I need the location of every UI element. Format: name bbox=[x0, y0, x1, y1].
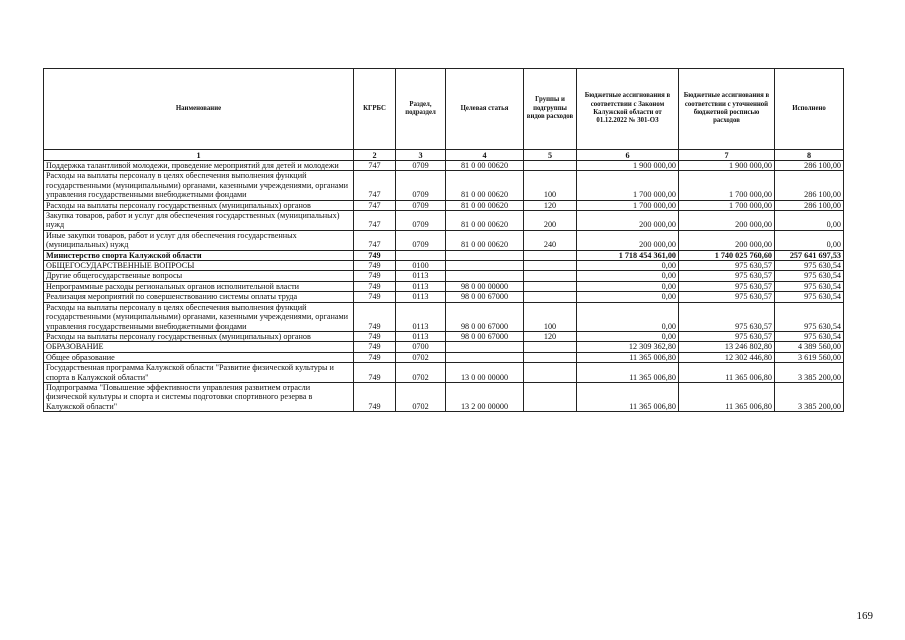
row-kgrbs-cell: 749 bbox=[354, 292, 396, 302]
row-executed-cell: 257 641 697,53 bbox=[775, 250, 844, 260]
header-group: Группы и подгруппы видов расходов bbox=[524, 69, 577, 150]
row-law-cell: 1 718 454 361,00 bbox=[577, 250, 679, 260]
row-name-cell: Министерство спорта Калужской области bbox=[44, 250, 354, 260]
table-row bbox=[44, 352, 844, 362]
table-row bbox=[44, 171, 844, 200]
row-group-cell: 120 bbox=[524, 200, 577, 210]
row-name-cell: Другие общегосударственные вопросы bbox=[44, 271, 354, 281]
row-section-cell: 0702 bbox=[396, 363, 446, 383]
row-refined-cell: 11 365 006,80 bbox=[679, 363, 775, 383]
row-kgrbs-cell: 749 bbox=[354, 302, 396, 331]
row-refined-cell: 1 900 000,00 bbox=[679, 161, 775, 171]
row-group-cell bbox=[524, 292, 577, 302]
row-kgrbs-cell: 747 bbox=[354, 230, 396, 250]
row-law-cell: 0,00 bbox=[577, 292, 679, 302]
row-refined-cell: 13 246 802,80 bbox=[679, 342, 775, 352]
table-row bbox=[44, 250, 844, 260]
column-number: 2 bbox=[354, 150, 396, 161]
row-group-cell bbox=[524, 281, 577, 291]
row-name-cell: Поддержка талантливой молодежи, проведение мероприятий для детей и молодежи bbox=[44, 161, 354, 171]
row-law-cell: 12 309 362,80 bbox=[577, 342, 679, 352]
row-target-cell: 13 0 00 00000 bbox=[446, 363, 524, 383]
table-body bbox=[44, 161, 844, 412]
header-target: Целевая статья bbox=[446, 69, 524, 150]
row-law-cell: 200 000,00 bbox=[577, 230, 679, 250]
row-section-cell: 0709 bbox=[396, 211, 446, 231]
row-name-cell: Государственная программа Калужской области "Развитие физической культуры и спорта в Калужской области" bbox=[44, 363, 354, 383]
row-executed-cell: 975 630,54 bbox=[775, 271, 844, 281]
column-number: 1 bbox=[44, 150, 354, 161]
row-refined-cell: 200 000,00 bbox=[679, 211, 775, 231]
row-executed-cell: 4 389 560,00 bbox=[775, 342, 844, 352]
row-law-cell: 1 900 000,00 bbox=[577, 161, 679, 171]
row-target-cell bbox=[446, 342, 524, 352]
row-kgrbs-cell: 747 bbox=[354, 171, 396, 200]
row-law-cell: 0,00 bbox=[577, 331, 679, 341]
row-executed-cell: 975 630,54 bbox=[775, 292, 844, 302]
row-kgrbs-cell: 749 bbox=[354, 271, 396, 281]
row-name-cell: Реализация мероприятий по совершенствованию системы оплаты труда bbox=[44, 292, 354, 302]
row-group-cell: 200 bbox=[524, 211, 577, 231]
row-refined-cell: 975 630,57 bbox=[679, 292, 775, 302]
row-refined-cell: 1 700 000,00 bbox=[679, 200, 775, 210]
row-refined-cell: 200 000,00 bbox=[679, 230, 775, 250]
row-executed-cell: 0,00 bbox=[775, 211, 844, 231]
row-law-cell: 0,00 bbox=[577, 261, 679, 271]
row-executed-cell: 975 630,54 bbox=[775, 331, 844, 341]
row-name-cell: ОБРАЗОВАНИЕ bbox=[44, 342, 354, 352]
row-executed-cell: 286 100,00 bbox=[775, 200, 844, 210]
row-target-cell: 98 0 00 67000 bbox=[446, 292, 524, 302]
row-section-cell: 0100 bbox=[396, 261, 446, 271]
row-refined-cell: 975 630,57 bbox=[679, 331, 775, 341]
table-row bbox=[44, 230, 844, 250]
table-row bbox=[44, 271, 844, 281]
row-group-cell: 240 bbox=[524, 230, 577, 250]
row-law-cell: 11 365 006,80 bbox=[577, 363, 679, 383]
row-target-cell: 81 0 00 00620 bbox=[446, 211, 524, 231]
row-target-cell bbox=[446, 352, 524, 362]
row-name-cell: Непрограммные расходы региональных органов исполнительной власти bbox=[44, 281, 354, 291]
row-executed-cell: 3 619 560,00 bbox=[775, 352, 844, 362]
row-section-cell: 0113 bbox=[396, 302, 446, 331]
table-row bbox=[44, 161, 844, 171]
row-law-cell: 200 000,00 bbox=[577, 211, 679, 231]
table-row bbox=[44, 363, 844, 383]
header-row bbox=[44, 69, 844, 150]
row-executed-cell: 286 100,00 bbox=[775, 171, 844, 200]
header-name: Наименование bbox=[44, 69, 354, 150]
row-target-cell: 81 0 00 00620 bbox=[446, 171, 524, 200]
column-number: 6 bbox=[577, 150, 679, 161]
row-name-cell: Общее образование bbox=[44, 352, 354, 362]
row-group-cell bbox=[524, 382, 577, 411]
row-group-cell bbox=[524, 161, 577, 171]
row-kgrbs-cell: 747 bbox=[354, 161, 396, 171]
row-target-cell: 81 0 00 00620 bbox=[446, 200, 524, 210]
row-law-cell: 11 365 006,80 bbox=[577, 352, 679, 362]
row-refined-cell: 12 302 446,80 bbox=[679, 352, 775, 362]
header-executed: Исполнено bbox=[775, 69, 844, 150]
row-group-cell: 100 bbox=[524, 171, 577, 200]
header-law: Бюджетные ассигнования в соответствии с Законом Калужской области от 01.12.2022 № 301-ОЗ bbox=[577, 69, 679, 150]
row-name-cell: Расходы на выплаты персоналу государственных (муниципальных) органов bbox=[44, 331, 354, 341]
row-section-cell: 0113 bbox=[396, 331, 446, 341]
row-law-cell: 0,00 bbox=[577, 271, 679, 281]
row-name-cell: Подпрограмма "Повышение эффективности управления развитием отрасли физической культуры и спорта и системы подготовки спортивного резерва в Калужской области" bbox=[44, 382, 354, 411]
row-section-cell: 0113 bbox=[396, 281, 446, 291]
row-refined-cell: 975 630,57 bbox=[679, 261, 775, 271]
column-number: 7 bbox=[679, 150, 775, 161]
row-refined-cell: 975 630,57 bbox=[679, 271, 775, 281]
header-refined: Бюджетные ассигнования в соответствии с уточненной бюджетной росписью расходов bbox=[679, 69, 775, 150]
column-number: 4 bbox=[446, 150, 524, 161]
row-kgrbs-cell: 749 bbox=[354, 352, 396, 362]
header-kgrbs: КГРБС bbox=[354, 69, 396, 150]
row-law-cell: 1 700 000,00 bbox=[577, 200, 679, 210]
row-refined-cell: 1 700 000,00 bbox=[679, 171, 775, 200]
row-law-cell: 1 700 000,00 bbox=[577, 171, 679, 200]
row-target-cell: 13 2 00 00000 bbox=[446, 382, 524, 411]
row-group-cell bbox=[524, 363, 577, 383]
row-law-cell: 11 365 006,80 bbox=[577, 382, 679, 411]
row-group-cell bbox=[524, 352, 577, 362]
row-name-cell: Расходы на выплаты персоналу государственных (муниципальных) органов bbox=[44, 200, 354, 210]
row-target-cell bbox=[446, 250, 524, 260]
row-target-cell: 81 0 00 00620 bbox=[446, 161, 524, 171]
row-name-cell: Расходы на выплаты персоналу в целях обеспечения выполнения функций государственными (муниципальными) органами, казенными учреждениями, органами управления государственными внебюджетными фондами bbox=[44, 302, 354, 331]
row-refined-cell: 1 740 025 760,60 bbox=[679, 250, 775, 260]
row-group-cell bbox=[524, 271, 577, 281]
column-number: 5 bbox=[524, 150, 577, 161]
row-name-cell: Закупка товаров, работ и услуг для обеспечения государственных (муниципальных) нужд bbox=[44, 211, 354, 231]
row-refined-cell: 975 630,57 bbox=[679, 281, 775, 291]
header-section: Раздел, подраздел bbox=[396, 69, 446, 150]
row-section-cell: 0700 bbox=[396, 342, 446, 352]
row-target-cell bbox=[446, 271, 524, 281]
table-row bbox=[44, 302, 844, 331]
row-law-cell: 0,00 bbox=[577, 281, 679, 291]
row-refined-cell: 975 630,57 bbox=[679, 302, 775, 331]
row-kgrbs-cell: 749 bbox=[354, 250, 396, 260]
row-kgrbs-cell: 749 bbox=[354, 363, 396, 383]
table-row bbox=[44, 261, 844, 271]
row-kgrbs-cell: 747 bbox=[354, 200, 396, 210]
row-executed-cell: 0,00 bbox=[775, 230, 844, 250]
row-kgrbs-cell: 749 bbox=[354, 261, 396, 271]
row-law-cell: 0,00 bbox=[577, 302, 679, 331]
row-section-cell: 0702 bbox=[396, 352, 446, 362]
row-kgrbs-cell: 749 bbox=[354, 281, 396, 291]
row-executed-cell: 286 100,00 bbox=[775, 161, 844, 171]
row-target-cell: 98 0 00 67000 bbox=[446, 331, 524, 341]
row-kgrbs-cell: 749 bbox=[354, 342, 396, 352]
column-number-row bbox=[44, 150, 844, 161]
row-kgrbs-cell: 749 bbox=[354, 382, 396, 411]
row-group-cell bbox=[524, 250, 577, 260]
row-kgrbs-cell: 749 bbox=[354, 331, 396, 341]
row-name-cell: Иные закупки товаров, работ и услуг для обеспечения государственных (муниципальных) нужд bbox=[44, 230, 354, 250]
row-section-cell bbox=[396, 250, 446, 260]
row-executed-cell: 975 630,54 bbox=[775, 302, 844, 331]
row-target-cell: 98 0 00 00000 bbox=[446, 281, 524, 291]
page-number: 169 bbox=[856, 610, 873, 622]
table-row bbox=[44, 200, 844, 210]
table-row bbox=[44, 292, 844, 302]
row-target-cell bbox=[446, 261, 524, 271]
budget-table bbox=[43, 68, 844, 412]
table-row bbox=[44, 211, 844, 231]
row-executed-cell: 3 385 200,00 bbox=[775, 363, 844, 383]
row-section-cell: 0709 bbox=[396, 230, 446, 250]
table-row bbox=[44, 281, 844, 291]
row-executed-cell: 975 630,54 bbox=[775, 261, 844, 271]
row-executed-cell: 975 630,54 bbox=[775, 281, 844, 291]
row-group-cell bbox=[524, 342, 577, 352]
row-section-cell: 0709 bbox=[396, 161, 446, 171]
row-executed-cell: 3 385 200,00 bbox=[775, 382, 844, 411]
row-target-cell: 98 0 00 67000 bbox=[446, 302, 524, 331]
row-section-cell: 0113 bbox=[396, 271, 446, 281]
row-section-cell: 0709 bbox=[396, 171, 446, 200]
row-section-cell: 0709 bbox=[396, 200, 446, 210]
table-row bbox=[44, 342, 844, 352]
row-group-cell bbox=[524, 261, 577, 271]
row-refined-cell: 11 365 006,80 bbox=[679, 382, 775, 411]
row-name-cell: Расходы на выплаты персоналу в целях обеспечения выполнения функций государственными (муниципальными) органами, казенными учреждениями, органами управления государственными внебюджетными фондами bbox=[44, 171, 354, 200]
table-row bbox=[44, 382, 844, 411]
row-section-cell: 0113 bbox=[396, 292, 446, 302]
table-row bbox=[44, 331, 844, 341]
row-group-cell: 100 bbox=[524, 302, 577, 331]
row-kgrbs-cell: 747 bbox=[354, 211, 396, 231]
row-name-cell: ОБЩЕГОСУДАРСТВЕННЫЕ ВОПРОСЫ bbox=[44, 261, 354, 271]
column-number: 3 bbox=[396, 150, 446, 161]
row-group-cell: 120 bbox=[524, 331, 577, 341]
column-number: 8 bbox=[775, 150, 844, 161]
row-section-cell: 0702 bbox=[396, 382, 446, 411]
row-target-cell: 81 0 00 00620 bbox=[446, 230, 524, 250]
